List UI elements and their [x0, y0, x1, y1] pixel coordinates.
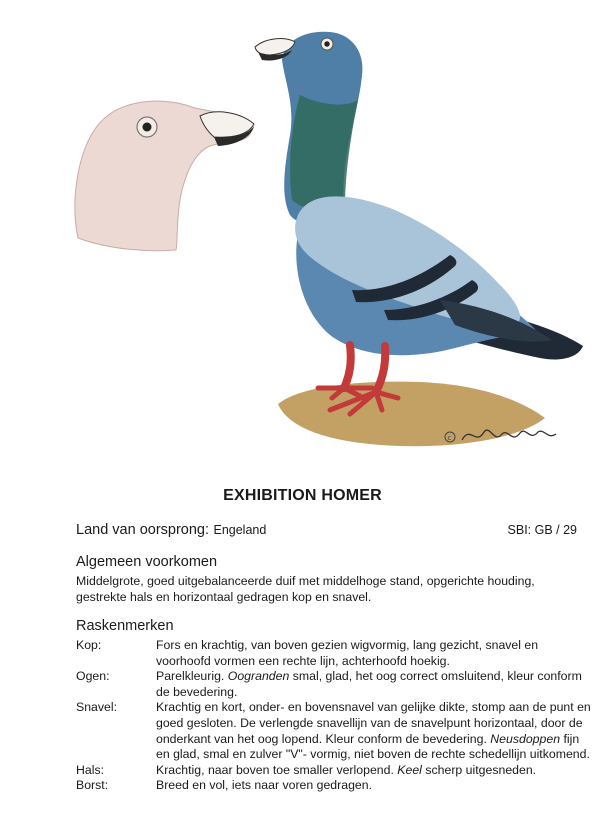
breed-title: EXHIBITION HOMER [223, 487, 382, 504]
sbi-code: SBI: GB / 29 [507, 523, 577, 537]
pigeon-icon [255, 32, 583, 447]
trait-ogen [76, 669, 591, 700]
origin-value: Engeland [213, 523, 267, 537]
trait-term: Oogranden [227, 669, 290, 684]
trait-hals [76, 763, 591, 779]
breed-traits [76, 638, 591, 794]
trait-borst [76, 778, 591, 794]
trait-kop [76, 638, 591, 669]
trait-snavel [76, 700, 591, 762]
trait-term: Neusdoppen [490, 731, 561, 746]
pigeon-head-icon [75, 101, 254, 251]
trait-text-part: Krachtig en kort, onder- en bovensnavel van gelijke dikte, stomp aan de punt en goed gesloten. De verlengde snavellijn van de snavelpunt horizontaal, door de onderkant van het oog lopend. Kleur conform de bevedering. [156, 700, 591, 746]
general-text: Middelgrote, goed uitgebalanceerde duif met middelhoge stand, opgerichte houding, gestrekte hals en horizontaal gedragen kop en snavel. [76, 574, 535, 604]
trait-text-part: fijn en glad, smal en zulver "V"- vormig, niet boven de rechte schedellijn uitkomend. [156, 731, 590, 762]
trait-key: Kop: [76, 638, 102, 652]
trait-text-part: Parelkleurig. [156, 669, 228, 684]
trait-term: Keel [397, 762, 422, 777]
trait-key: Ogen: [76, 669, 110, 684]
trait-key: Hals: [76, 762, 105, 777]
trait-key: Snavel: [76, 700, 118, 715]
origin-colon: : [205, 522, 210, 538]
breed-heading: Raskenmerken [76, 618, 174, 634]
origin-row [76, 521, 577, 539]
trait-text [156, 763, 591, 779]
trait-text: Fors en krachtig, van boven gezien wigvormig, lang gezicht, snavel en voorhoofd vormen een rechte lijn, achterhoofd hoekig. [156, 638, 539, 668]
general-heading: Algemeen voorkomen [76, 554, 218, 570]
trait-text [156, 700, 591, 762]
trait-text [156, 669, 591, 700]
origin-info [76, 521, 266, 539]
origin-label: Land van oorsprong [76, 522, 205, 538]
trait-key: Borst: [76, 778, 109, 793]
trait-text-part: smal, glad, het oog correct omsluitend, kleur conform de bevedering. [156, 669, 582, 699]
trait-text: Breed en vol, iets naar voren gedragen. [156, 778, 373, 793]
svg-text:c: c [447, 434, 452, 442]
trait-text-part: Krachtig, naar boven toe smaller verlopend. [156, 762, 398, 777]
trait-text-part: scherp uitgesneden. [421, 762, 537, 777]
